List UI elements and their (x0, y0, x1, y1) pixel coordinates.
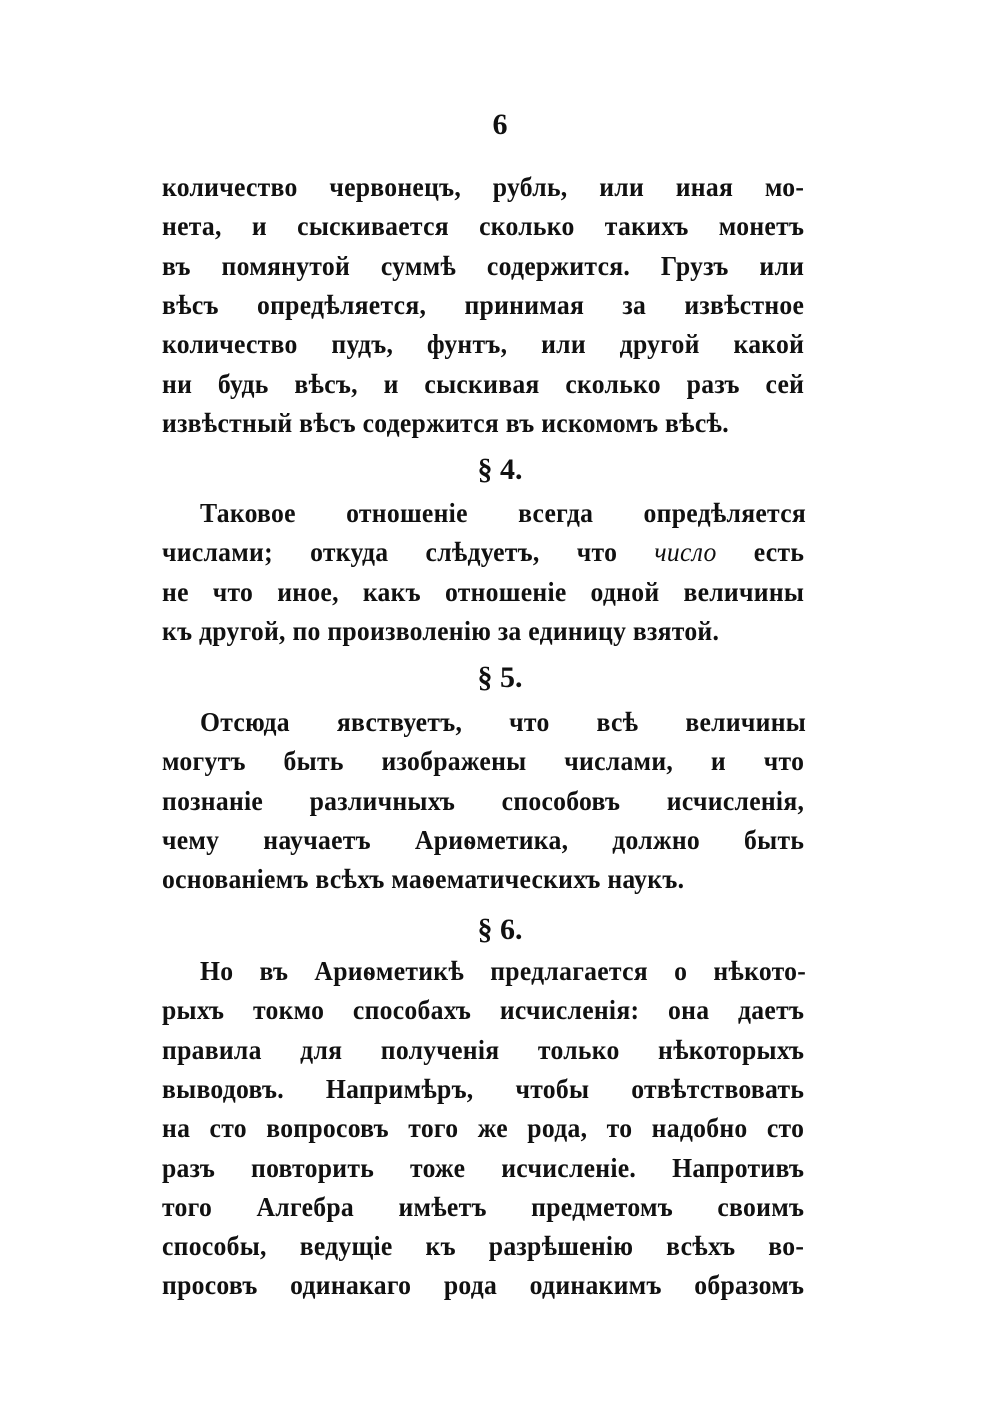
text-line: просовъ одинакаго рода одинакимъ образомъ (162, 1270, 805, 1301)
text-line: выводовъ. Напримѣръ, чтобы отвѣтствовать (162, 1073, 805, 1104)
text-line: извѣстный вѣсъ содержится въ искомомъ вѣсѣ. (162, 407, 729, 438)
text-line: рыхъ токмо способахъ исчисленія: она даетъ (162, 995, 805, 1026)
text-line: количество пудъ, фунтъ, или другой какой (162, 329, 805, 360)
italic-term: число (654, 537, 717, 568)
text-line: къ другой, по произволенію за единицу взятой. (162, 615, 720, 646)
text-line: разъ повторить тоже исчисленіе. Напротивъ (162, 1152, 805, 1183)
text-line: Таковое отношеніе всегда опредѣляется (200, 498, 807, 528)
section-heading: § 6. (477, 913, 523, 946)
text-line: способы, ведущіе къ разрѣшенію всѣхъ во- (162, 1231, 805, 1262)
text-line: того Алгебра имѣетъ предметомъ своимъ (162, 1191, 805, 1222)
text-line (162, 535, 804, 569)
text-line: могутъ быть изображены числами, и что (162, 746, 805, 777)
text-line: въ помянутой суммѣ содержится. Грузъ или (162, 250, 805, 281)
text-line: основаніемъ всѣхъ маѳематическихъ наукъ. (162, 864, 685, 895)
text-segment: есть (716, 537, 805, 568)
text-line: чему научаетъ Ариѳметика, должно быть (162, 824, 805, 855)
section-heading: § 4. (477, 453, 523, 486)
text-line: познаніе различныхъ способовъ исчисленія, (162, 785, 805, 816)
page-number: 6 (492, 108, 508, 141)
text-line: на сто вопросовъ того же рода, то надобно сто (162, 1113, 805, 1144)
section-heading: § 5. (477, 661, 523, 694)
text-line: Отсюда явствуетъ, что всѣ величины (200, 707, 807, 737)
text-line: ни будь вѣсъ, и сыскивая сколько разъ сей (162, 368, 805, 399)
text-segment: числами; откуда слѣдуетъ, что (162, 537, 655, 568)
text-line: Но въ Ариѳметикѣ предлагается о нѣкото- (200, 956, 807, 986)
text-line: не что иное, какъ отношеніе одной величины (162, 576, 805, 607)
text-line: вѣсъ опредѣляется, принимая за извѣстное (162, 289, 805, 320)
text-line: нета, и сыскивается сколько такихъ монетъ (162, 211, 805, 242)
text-line: правила для полученія только нѣкоторыхъ (162, 1034, 805, 1065)
text-line: количество червонецъ, рубль, или иная мо- (162, 172, 805, 202)
